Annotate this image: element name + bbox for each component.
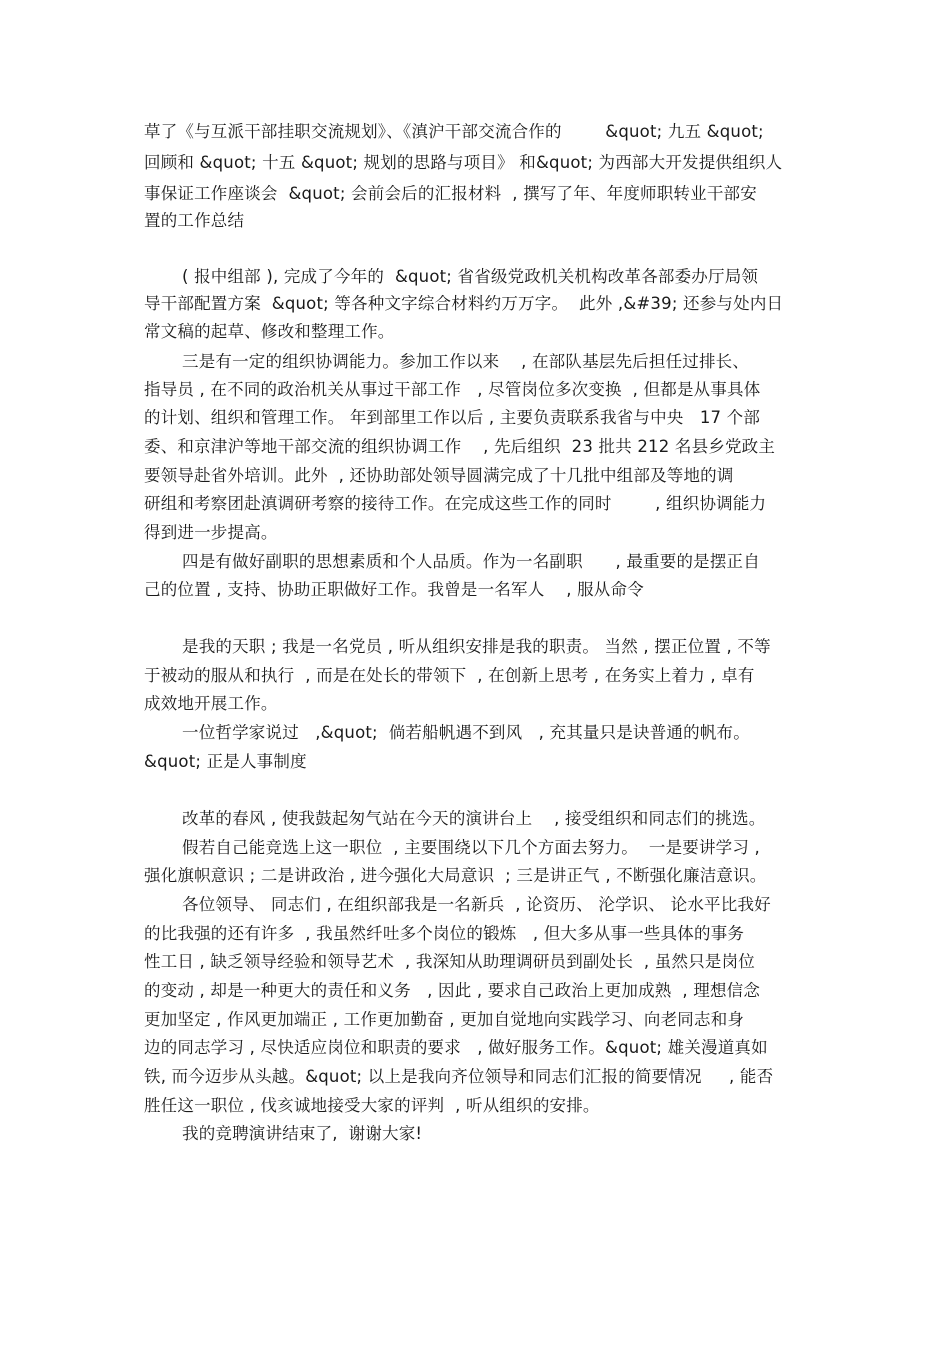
text-line: 假若自己能竞选上这一职位 , 主要围绕以下几个方面去努力。 一是要讲学习 , xyxy=(182,838,760,857)
text-line: 回顾和 &quot; 十五 &quot; 规划的思路与项目》 和&quot; 为西部大开发提供组织人 xyxy=(144,153,783,172)
text-line: 草了《与互派干部挂职交流规划》、《滇沪干部交流合作的 &quot; 九五 &quot; xyxy=(144,122,764,141)
text-line: 要领导赴省外培训。此外 , 还协助部处领导圆满完成了十几批中组部及等地的调 xyxy=(144,466,734,485)
text-line: 一位哲学家说过 ,&quot; 倘若船帆遇不到风 , 充其量只是诀普通的帆布。 xyxy=(182,723,750,742)
text-line: 置的工作总结 xyxy=(144,211,245,230)
text-line: 委、和京津沪等地干部交流的组织协调工作 , 先后组织 23 批共 212 名县乡党政主 xyxy=(144,437,776,456)
text-line: 改革的春风 , 使我鼓起匆气站在今天的演讲台上 , 接受组织和同志们的挑选。 xyxy=(182,809,766,828)
text-line: 成效地开展工作。 xyxy=(144,694,278,713)
text-line: 强化旗帜意识 ; 二是讲政治 , 进今强化大局意识 ; 三是讲正气 , 不断强化廉洁意识。 xyxy=(144,866,767,885)
text-line: 性工日 , 缺乏领导经验和领导艺术 , 我深知从助理调研员到副处长 , 虽然只是岗位 xyxy=(144,952,755,971)
text-line: 边的同志学习 , 尽快适应岗位和职责的要求 , 做好服务工作。&quot; 雄关漫道真如 xyxy=(144,1038,768,1057)
text-line: 我的竞聘演讲结束了, 谢谢大家! xyxy=(182,1124,423,1143)
text-line: 铁, 而今迈步从头越。&quot; 以上是我向齐位领导和同志们汇报的简要情况 , 能否 xyxy=(144,1067,774,1086)
text-line: 己的位置 , 支持、协助正职做好工作。我曾是一名军人 , 服从命令 xyxy=(144,580,644,599)
text-line: 更加坚定 , 作风更加端正 , 工作更加勤奋 , 更加自觉地向实践学习、向老同志和身 xyxy=(144,1010,745,1029)
text-line: 四是有做好副职的思想素质和个人品质。作为一名副职 , 最重要的是摆正自 xyxy=(182,552,760,571)
text-line: 胜任这一职位 , 伐亥诚地接受大家的评判 , 听从组织的安排。 xyxy=(144,1096,600,1115)
text-line: &quot; 正是人事制度 xyxy=(144,752,307,771)
text-line: 是我的天职 ; 我是一名党员 , 听从组织安排是我的职责。 当然 , 摆正位置 , 不等 xyxy=(182,637,771,656)
text-line: 的计划、组织和管理工作。 年到部里工作以后 , 主要负责联系我省与中央 17 个部 xyxy=(144,408,761,427)
text-line: ( 报中组部 ), 完成了今年的 &quot; 省省级党政机关机构改革各部委办厅局领 xyxy=(182,267,759,286)
text-line: 三是有一定的组织协调能力。参加工作以来 , 在部队基层先后担任过排长、 xyxy=(182,352,750,371)
text-line: 研组和考察团赴滇调研考察的接待工作。在完成这些工作的同时 , 组织协调能力 xyxy=(144,494,767,513)
text-line: 常文稿的起草、修改和整理工作。 xyxy=(144,322,395,341)
text-line: 于被动的服从和执行 , 而是在处长的带领下 , 在创新上思考 , 在务实上着力 , 卓有 xyxy=(144,666,755,685)
text-line: 导干部配置方案 &quot; 等各种文字综合材料约万万字。 此外 ,&#39; 还参与处内日 xyxy=(144,294,784,313)
text-line: 指导员 , 在不同的政治机关从事过干部工作 , 尽管岗位多次变换 , 但都是从事具体 xyxy=(144,380,761,399)
text-line: 的比我强的还有许多 , 我虽然纤吐多个岗位的锻炼 , 但大多从事一些具体的事务 xyxy=(144,924,745,943)
text-line: 的变动 , 却是一种更大的责任和义务 , 因此 , 要求自己政治上更加成熟 , 理想信念 xyxy=(144,981,761,1000)
text-line: 各位领导、 同志们 , 在组织部我是一名新兵 , 论资历、 沦学识、 论水平比我好 xyxy=(182,895,771,914)
text-line: 得到进一步提高。 xyxy=(144,523,278,542)
text-line: 事保证工作座谈会 &quot; 会前会后的汇报材料 , 撰写了年、年度师职转业干部安 xyxy=(144,184,757,203)
